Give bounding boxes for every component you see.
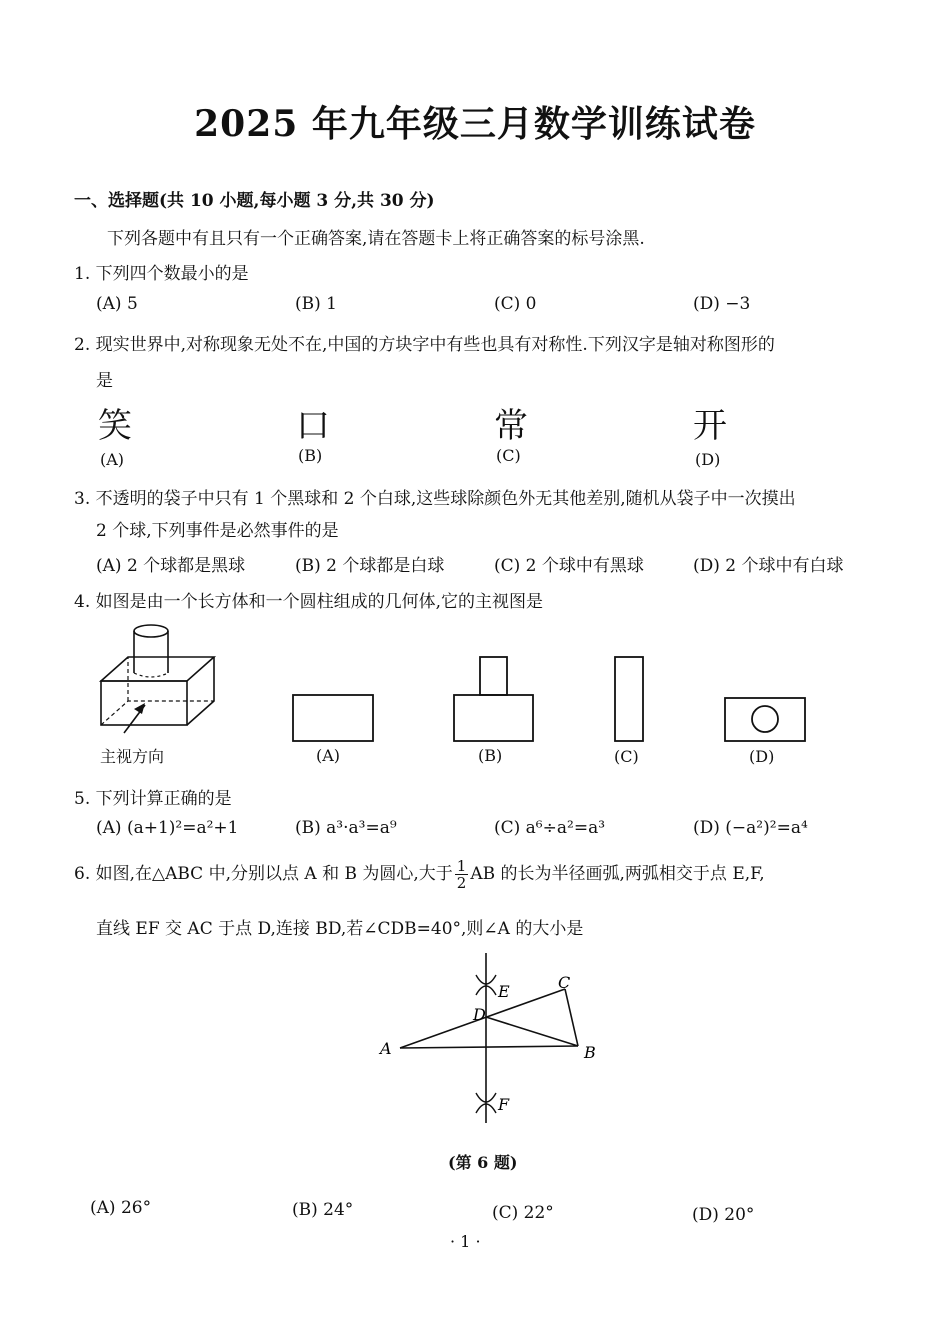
- q3-option-c: (C) 2 个球中有黑球: [494, 556, 644, 576]
- q4-figure-caption: 主视方向: [100, 747, 165, 766]
- section-instruction: 下列各题中有且只有一个正确答案,请在答题卡上将正确答案的标号涂黑.: [107, 229, 645, 249]
- q6-text-part2: AB 的长为半径画弧,两弧相交于点 E,F,: [470, 864, 765, 884]
- q6-frac-numerator: 1: [456, 857, 467, 875]
- q6-point-e: E: [498, 982, 510, 1001]
- q2-label-d: (D): [695, 450, 721, 469]
- q2-label-a: (A): [100, 450, 125, 469]
- section-heading: 一、选择题(共 10 小题,每小题 3 分,共 30 分): [74, 191, 435, 211]
- q4-option-a-shape: [293, 695, 373, 741]
- q6-option-b: (B) 24°: [292, 1200, 354, 1220]
- q2-text-line2: 是: [96, 371, 113, 391]
- q6-point-c: C: [558, 973, 571, 992]
- page-title: 2025 年九年级三月数学训练试卷: [194, 103, 756, 145]
- q1-text: 1. 下列四个数最小的是: [74, 264, 249, 284]
- q6-point-b: B: [584, 1043, 596, 1062]
- q6-point-a: A: [380, 1039, 392, 1058]
- q4-option-d-shape: [725, 698, 805, 741]
- q2-char-d: 开: [693, 406, 727, 446]
- q5-option-d: (D) (−a²)²=a⁴: [693, 818, 808, 838]
- q2-char-c: 常: [494, 406, 528, 446]
- q4-option-d-circle: [752, 706, 778, 732]
- q6-triangle-figure: [360, 945, 640, 1130]
- q6-text-part1: 6. 如图,在△ABC 中,分别以点 A 和 B 为圆心,大于: [74, 864, 453, 884]
- q1-option-a: (A) 5: [96, 294, 138, 314]
- q6-figure-caption: (第 6 题): [448, 1153, 518, 1172]
- q6-point-d: D: [473, 1005, 486, 1024]
- q4-label-b: (B): [478, 746, 503, 765]
- q6-frac-denominator: 2: [456, 874, 467, 892]
- q4-option-figures: [285, 650, 845, 750]
- q1-option-d: (D) −3: [693, 294, 751, 314]
- q5-option-a: (A) (a+1)²=a²+1: [96, 818, 239, 838]
- q1-option-b: (B) 1: [295, 294, 337, 314]
- q3-option-d: (D) 2 个球中有白球: [693, 556, 844, 576]
- q5-text: 5. 下列计算正确的是: [74, 789, 232, 809]
- q3-text-line1: 3. 不透明的袋子中只有 1 个黑球和 2 个白球,这些球除颜色外无其他差别,随机从袋子中一次摸出: [74, 489, 796, 509]
- q1-option-c: (C) 0: [494, 294, 537, 314]
- page-number: · 1 ·: [450, 1232, 481, 1251]
- q2-label-b: (B): [298, 446, 323, 465]
- q6-option-a: (A) 26°: [90, 1198, 152, 1218]
- q3-text-line2: 2 个球,下列事件是必然事件的是: [96, 521, 339, 541]
- q2-char-a: 笑: [98, 406, 132, 446]
- q2-label-c: (C): [496, 446, 521, 465]
- q4-label-d: (D): [749, 747, 775, 766]
- q3-option-a: (A) 2 个球都是黑球: [96, 556, 246, 576]
- q2-char-b: 口: [296, 406, 330, 446]
- q4-3d-figure: [90, 615, 230, 750]
- q6-text-line2: 直线 EF 交 AC 于点 D,连接 BD,若∠CDB=40°,则∠A 的大小是: [96, 919, 584, 939]
- q4-label-a: (A): [316, 746, 341, 765]
- q3-option-b: (B) 2 个球都是白球: [295, 556, 445, 576]
- q6-option-c: (C) 22°: [492, 1203, 554, 1223]
- q4-option-b-base: [454, 695, 533, 741]
- q2-text-line1: 2. 现实世界中,对称现象无处不在,中国的方块字中有些也具有对称性.下列汉字是轴对称图形的: [74, 335, 775, 355]
- q5-option-c: (C) a⁶÷a²=a³: [494, 818, 606, 838]
- q6-option-d: (D) 20°: [692, 1205, 755, 1225]
- q6-fraction: [455, 858, 469, 891]
- q6-text-line1: [74, 858, 765, 891]
- q5-option-b: (B) a³·a³=a⁹: [295, 818, 397, 838]
- q4-label-c: (C): [614, 747, 639, 766]
- q6-point-f: F: [498, 1095, 510, 1114]
- q4-option-b-top: [480, 657, 507, 695]
- q4-text: 4. 如图是由一个长方体和一个圆柱组成的几何体,它的主视图是: [74, 592, 544, 612]
- q4-option-c-shape: [615, 657, 643, 741]
